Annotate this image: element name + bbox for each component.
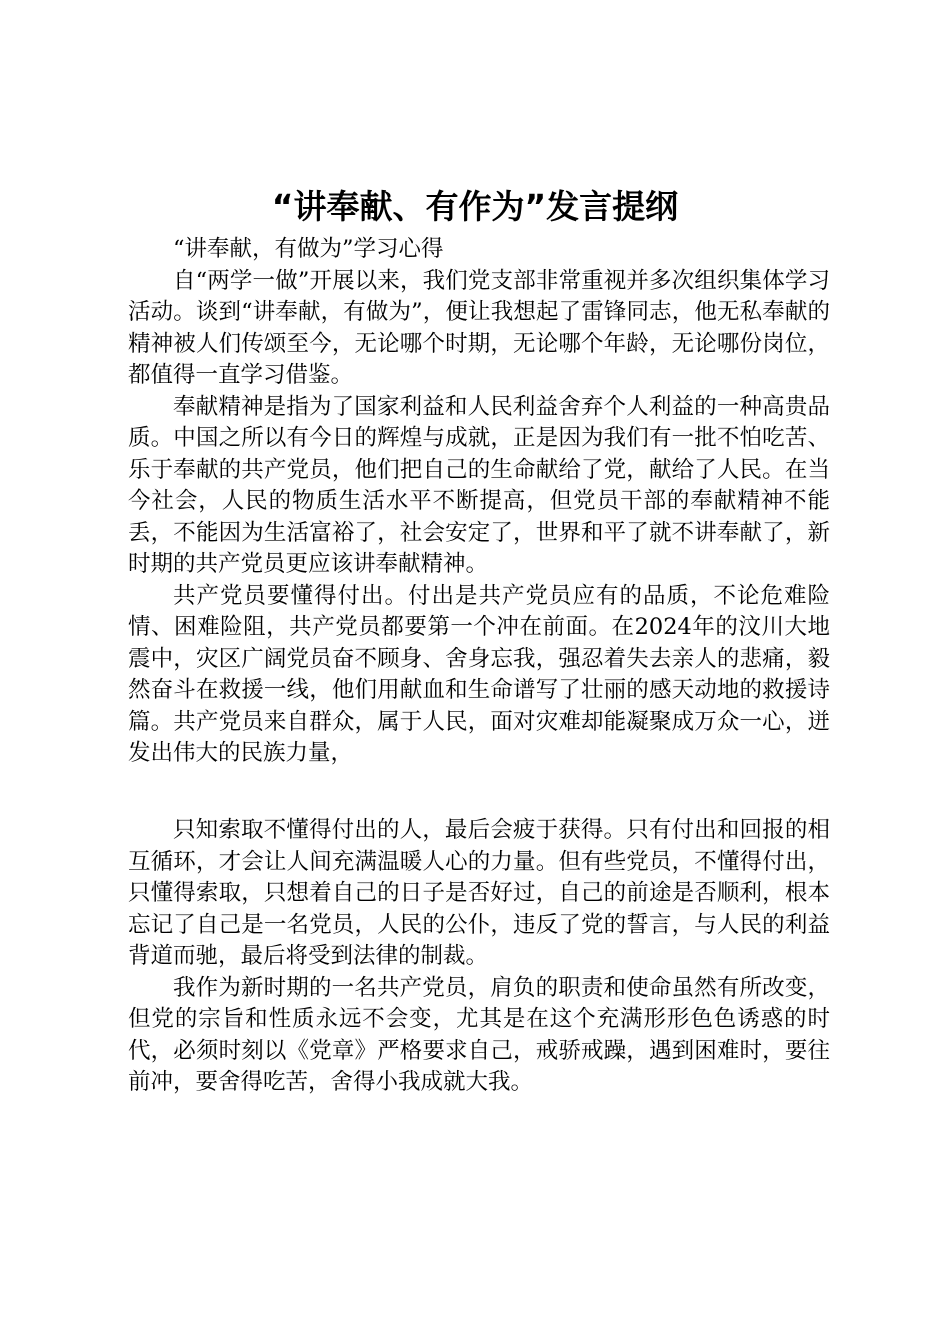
body-section-2 [128, 815, 830, 1099]
subtitle: “讲奉献，有做为”学习心得 [173, 236, 444, 262]
body-section-1 [128, 234, 830, 770]
paragraph-5: 我作为新时期的一名共产党员，肩负的职责和使命虽然有所改变，但党的宗旨和性质永远不会变，尤其是在这个充满形形色色诱惑的时代，必须时刻以《党章》严格要求自己，戒骄戒躁，遇到困难时，要往前冲，要舍得吃苦，舍得小我成就大我。 [128, 974, 830, 1095]
paragraph-3: 共产党员要懂得付出。付出是共产党员应有的品质，不论危难险情、困难险阻，共产党员都要第一个冲在前面。在2024年的汶川大地震中，灾区广阔党员奋不顾身、舍身忘我，强忍着失去亲人的悲痛，毅然奋斗在救援一线，他们用献血和生命谱写了壮丽的感天动地的救援诗篇。共产党员来自群众，属于人民，面对灾难却能凝聚成万众一心，迸发出伟大的民族力量， [128, 582, 830, 766]
paragraph-4: 只知索取不懂得付出的人，最后会疲于获得。只有付出和回报的相互循环，才会让人间充满温暖人心的力量。但有些党员，不懂得付出，只懂得索取，只想着自己的日子是否好过，自己的前途是否顺利，根本忘记了自己是一名党员，人民的公仆，违反了党的誓言，与人民的利益背道而驰，最后将受到法律的制裁。 [128, 817, 830, 969]
page-title: “讲奉献、有作为”发言提纲 [271, 187, 679, 226]
paragraph-1: 自“两学一做”开展以来，我们党支部非常重视并多次组织集体学习活动。谈到“讲奉献，有做为”，便让我想起了雷锋同志，他无私奉献的精神被人们传颂至今，无论哪个时期，无论哪个年龄，无论哪份岗位，都值得一直学习借鉴。 [128, 267, 830, 388]
paragraph-2: 奉献精神是指为了国家利益和人民利益舍弃个人利益的一种高贵品质。中国之所以有今日的辉煌与成就，正是因为我们有一批不怕吃苦、乐于奉献的共产党员，他们把自己的生命献给了党，献给了人民。在当今社会，人民的物质生活水平不断提高，但党员干部的奉献精神不能丢，不能因为生活富裕了，社会安定了，世界和平了就不讲奉献了，新时期的共产党员更应该讲奉献精神。 [128, 393, 830, 577]
